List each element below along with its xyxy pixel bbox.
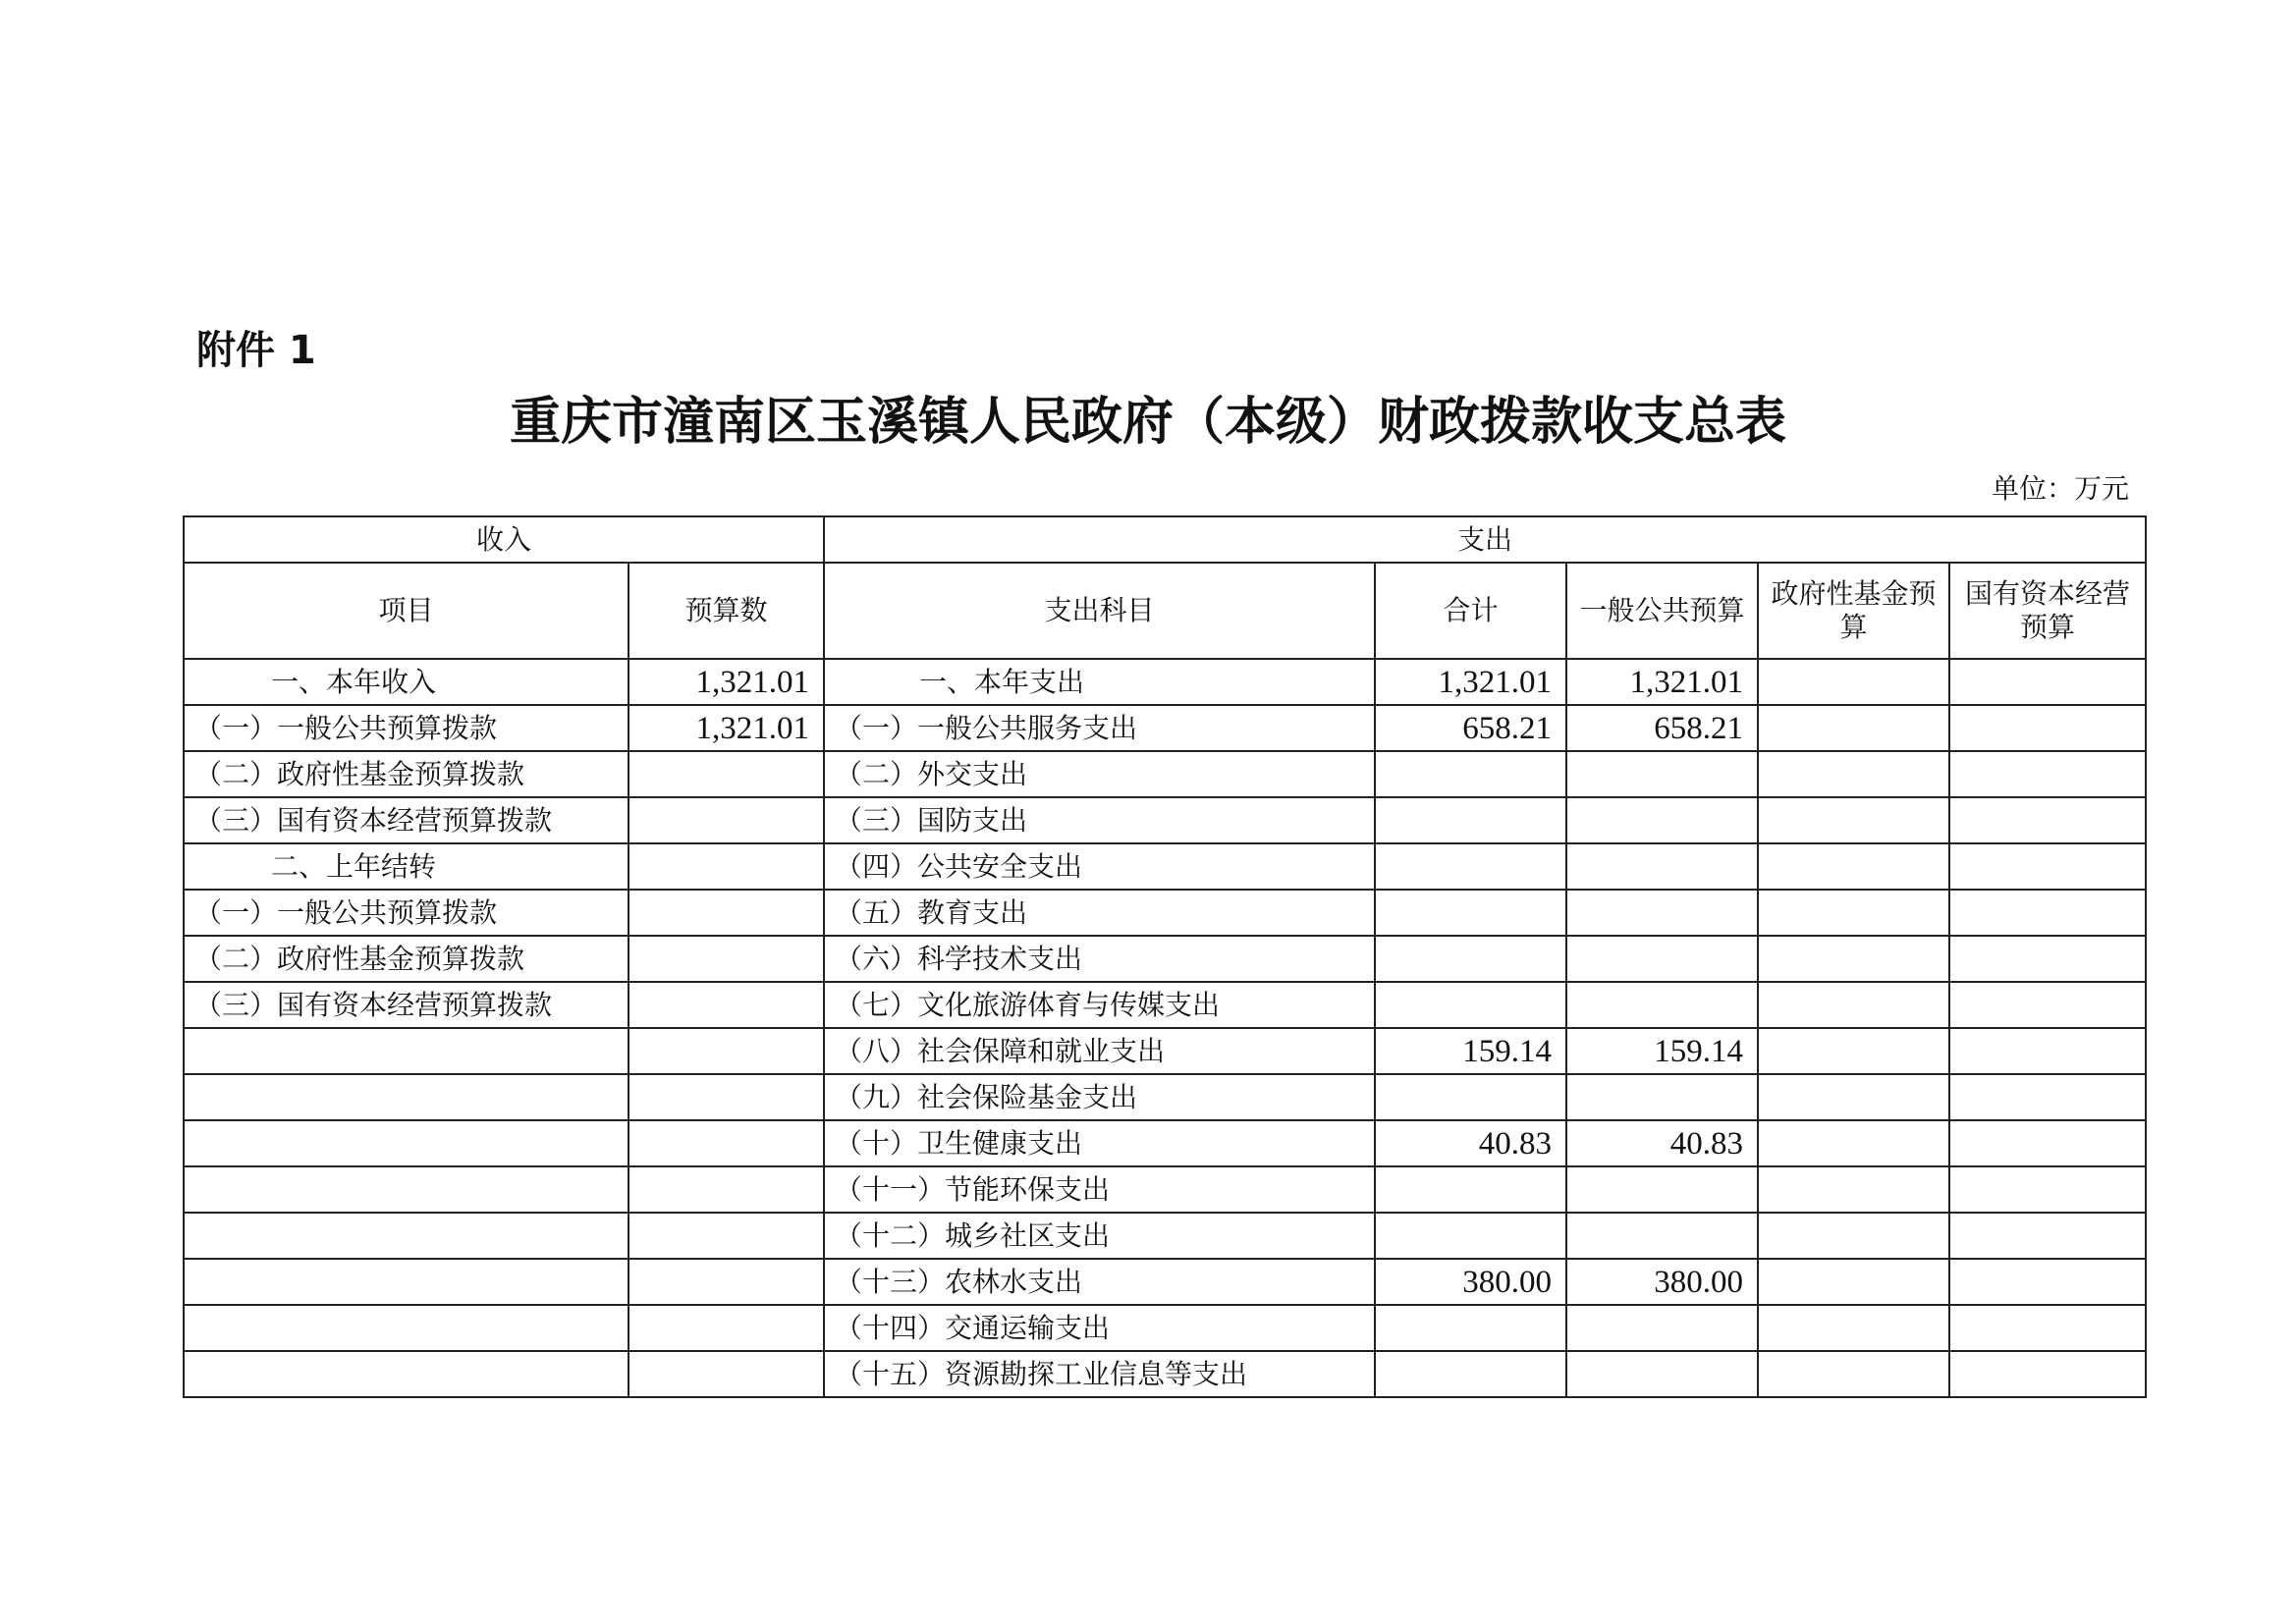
total-cell: 658.21 [1375, 705, 1566, 751]
expense-item-cell: （九）社会保险基金支出 [824, 1074, 1375, 1120]
income-value-cell [629, 843, 824, 890]
general-public-cell: 1,321.01 [1566, 659, 1758, 705]
gov-fund-cell [1758, 1259, 1949, 1305]
gov-fund-cell [1758, 1074, 1949, 1120]
gov-fund-cell [1758, 890, 1949, 936]
general-public-cell [1566, 1305, 1758, 1351]
income-item-cell [184, 1305, 629, 1351]
expense-item-cell: （七）文化旅游体育与传媒支出 [824, 982, 1375, 1028]
state-capital-cell [1949, 890, 2146, 936]
page-title: 重庆市潼南区玉溪镇人民政府（本级）财政拨款收支总表 [509, 392, 1786, 452]
income-section-header: 收入 [184, 516, 824, 563]
income-item-cell [184, 1028, 629, 1074]
table-row [184, 1166, 2146, 1213]
income-value-cell [629, 797, 824, 843]
expense-item-cell: （十一）节能环保支出 [824, 1166, 1375, 1213]
income-item-cell [184, 1120, 629, 1166]
general-public-cell [1566, 1166, 1758, 1213]
income-item-cell: （三）国有资本经营预算拨款 [184, 982, 629, 1028]
expense-item-cell: （十五）资源勘探工业信息等支出 [824, 1351, 1375, 1397]
expense-item-cell: （十）卫生健康支出 [824, 1120, 1375, 1166]
col-header-total: 合计 [1375, 563, 1566, 659]
income-value-cell [629, 1305, 824, 1351]
expense-item-cell: （一）一般公共服务支出 [824, 705, 1375, 751]
expense-item-cell: （十二）城乡社区支出 [824, 1213, 1375, 1259]
table-row [184, 1305, 2146, 1351]
table-row [184, 1074, 2146, 1120]
table-row [184, 982, 2146, 1028]
state-capital-cell [1949, 751, 2146, 797]
state-capital-cell [1949, 1166, 2146, 1213]
total-cell [1375, 1351, 1566, 1397]
income-value-cell [629, 1166, 824, 1213]
income-item-cell [184, 1166, 629, 1213]
gov-fund-cell [1758, 936, 1949, 982]
income-value-cell [629, 1259, 824, 1305]
state-capital-cell [1949, 936, 2146, 982]
gov-fund-cell [1758, 982, 1949, 1028]
general-public-cell [1566, 1213, 1758, 1259]
general-public-cell [1566, 843, 1758, 890]
total-cell: 1,321.01 [1375, 659, 1566, 705]
total-cell [1375, 843, 1566, 890]
table-row [184, 890, 2146, 936]
income-value-cell: 1,321.01 [629, 659, 824, 705]
state-capital-cell [1949, 1028, 2146, 1074]
state-capital-cell [1949, 1305, 2146, 1351]
table-row [184, 843, 2146, 890]
total-cell [1375, 1074, 1566, 1120]
table-row [184, 797, 2146, 843]
unit-label: 单位：万元 [1991, 472, 2129, 505]
income-value-cell [629, 1028, 824, 1074]
total-cell [1375, 797, 1566, 843]
total-cell [1375, 936, 1566, 982]
general-public-cell [1566, 1074, 1758, 1120]
table-row [184, 1259, 2146, 1305]
expense-item-cell: （二）外交支出 [824, 751, 1375, 797]
expense-item-cell: （十四）交通运输支出 [824, 1305, 1375, 1351]
total-cell: 380.00 [1375, 1259, 1566, 1305]
attachment-label: 附件 1 [196, 328, 316, 373]
income-item-cell [184, 1213, 629, 1259]
income-item-cell: （二）政府性基金预算拨款 [184, 936, 629, 982]
general-public-cell [1566, 797, 1758, 843]
general-public-cell: 159.14 [1566, 1028, 1758, 1074]
col-header-budget: 预算数 [629, 563, 824, 659]
income-item-cell: （一）一般公共预算拨款 [184, 705, 629, 751]
general-public-cell [1566, 890, 1758, 936]
general-public-cell [1566, 936, 1758, 982]
state-capital-cell [1949, 1120, 2146, 1166]
general-public-cell: 40.83 [1566, 1120, 1758, 1166]
expense-item-cell: 一、本年支出 [824, 659, 1375, 705]
income-item-cell: （一）一般公共预算拨款 [184, 890, 629, 936]
gov-fund-cell [1758, 1028, 1949, 1074]
col-header-general-public: 一般公共预算 [1566, 563, 1758, 659]
table-row [184, 1028, 2146, 1074]
total-cell [1375, 1166, 1566, 1213]
general-public-cell: 380.00 [1566, 1259, 1758, 1305]
expense-item-cell: （十三）农林水支出 [824, 1259, 1375, 1305]
expense-item-cell: （八）社会保障和就业支出 [824, 1028, 1375, 1074]
gov-fund-cell [1758, 843, 1949, 890]
gov-fund-cell [1758, 1213, 1949, 1259]
income-item-cell: （二）政府性基金预算拨款 [184, 751, 629, 797]
income-item-cell [184, 1259, 629, 1305]
income-value-cell: 1,321.01 [629, 705, 824, 751]
state-capital-cell [1949, 659, 2146, 705]
general-public-cell [1566, 982, 1758, 1028]
table-row [184, 1120, 2146, 1166]
state-capital-cell [1949, 1074, 2146, 1120]
gov-fund-cell [1758, 705, 1949, 751]
total-cell [1375, 890, 1566, 936]
income-value-cell [629, 982, 824, 1028]
state-capital-cell [1949, 705, 2146, 751]
income-value-cell [629, 1213, 824, 1259]
gov-fund-cell [1758, 1120, 1949, 1166]
table-body [184, 516, 2146, 1397]
income-value-cell [629, 751, 824, 797]
expense-item-cell: （三）国防支出 [824, 797, 1375, 843]
state-capital-cell [1949, 797, 2146, 843]
gov-fund-cell [1758, 751, 1949, 797]
expense-item-cell: （四）公共安全支出 [824, 843, 1375, 890]
col-header-gov-fund: 政府性基金预算 [1758, 563, 1949, 659]
gov-fund-cell [1758, 1351, 1949, 1397]
table-row [184, 1213, 2146, 1259]
gov-fund-cell [1758, 1166, 1949, 1213]
state-capital-cell [1949, 843, 2146, 890]
income-value-cell [629, 1351, 824, 1397]
general-public-cell [1566, 751, 1758, 797]
income-value-cell [629, 1120, 824, 1166]
total-cell [1375, 1305, 1566, 1351]
income-value-cell [629, 1074, 824, 1120]
total-cell [1375, 1213, 1566, 1259]
budget-table [183, 515, 2147, 1398]
table-row [184, 751, 2146, 797]
state-capital-cell [1949, 1213, 2146, 1259]
state-capital-cell [1949, 1259, 2146, 1305]
gov-fund-cell [1758, 1305, 1949, 1351]
income-item-cell [184, 1074, 629, 1120]
section-header-row [184, 516, 2146, 563]
table-row [184, 659, 2146, 705]
income-value-cell [629, 890, 824, 936]
state-capital-cell [1949, 1351, 2146, 1397]
general-public-cell: 658.21 [1566, 705, 1758, 751]
income-item-cell: 二、上年结转 [184, 843, 629, 890]
column-header-row [184, 563, 2146, 659]
income-value-cell [629, 936, 824, 982]
col-header-item: 项目 [184, 563, 629, 659]
total-cell: 159.14 [1375, 1028, 1566, 1074]
expense-item-cell: （五）教育支出 [824, 890, 1375, 936]
income-item-cell: 一、本年收入 [184, 659, 629, 705]
total-cell [1375, 751, 1566, 797]
total-cell [1375, 982, 1566, 1028]
income-item-cell [184, 1351, 629, 1397]
state-capital-cell [1949, 982, 2146, 1028]
table-row [184, 936, 2146, 982]
col-header-state-capital: 国有资本经营预算 [1949, 563, 2146, 659]
gov-fund-cell [1758, 797, 1949, 843]
table-row [184, 705, 2146, 751]
general-public-cell [1566, 1351, 1758, 1397]
expense-section-header: 支出 [824, 516, 2146, 563]
gov-fund-cell [1758, 659, 1949, 705]
table-row [184, 1351, 2146, 1397]
expense-item-cell: （六）科学技术支出 [824, 936, 1375, 982]
col-header-expense-subject: 支出科目 [824, 563, 1375, 659]
income-item-cell: （三）国有资本经营预算拨款 [184, 797, 629, 843]
total-cell: 40.83 [1375, 1120, 1566, 1166]
